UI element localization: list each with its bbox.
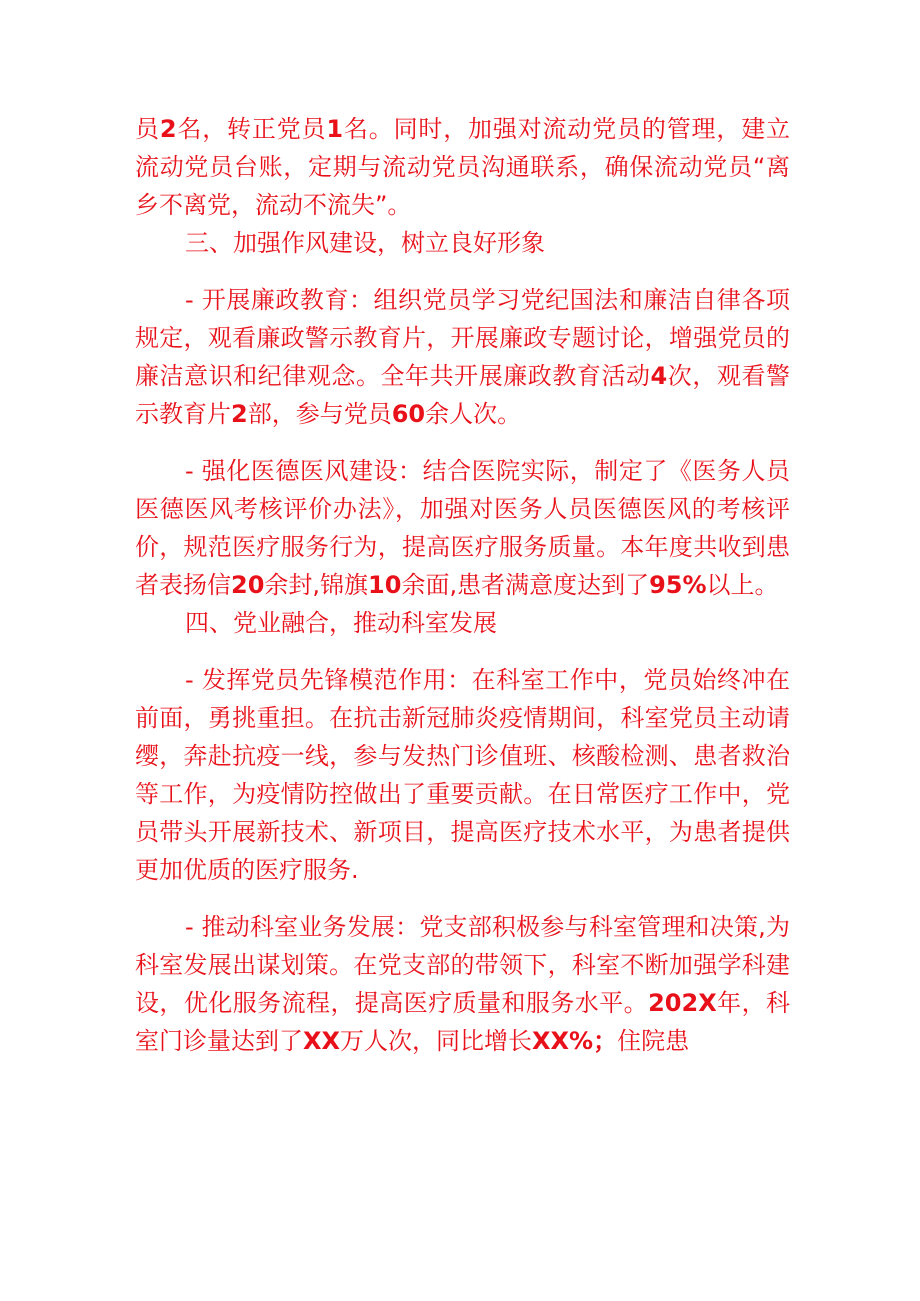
text-run: 以上。 — [706, 571, 779, 599]
text-run: - 推动科室业务发展：党支部积极参与科室管理和决策,为科室发展出谋划策。在党支部的带领下，科室不断加强学科建设，优化服务流程，提高医疗质量和服务水平。 — [135, 913, 790, 1017]
bold-figure: XX — [303, 1027, 341, 1055]
bold-figure: XX%； — [532, 1027, 618, 1055]
bold-figure: 1 — [326, 115, 344, 143]
text-run: 部，参与党员 — [247, 400, 392, 428]
bold-figure: 2 — [159, 115, 177, 143]
text-run: - 强化医德医风建设：结合医院实际，制定了《医务人员医德医风考核评价办法》，加强对医务人员医德医风的考核评价，规范医疗服务行为，提高医疗服务质量。本年度共收到患者表扬信 — [135, 457, 790, 599]
body-paragraph — [135, 908, 790, 1060]
bold-figure: 2 — [231, 400, 248, 428]
text-run: 次，观看警示教育片 — [135, 362, 790, 428]
text-run: 余人次。 — [425, 400, 522, 428]
bold-figure: 4 — [650, 362, 668, 390]
bold-figure: 20 — [231, 571, 265, 599]
bold-figure: 95% — [649, 571, 707, 599]
text-run: 年，科室门诊量达到了 — [135, 989, 791, 1055]
body-paragraph — [135, 661, 790, 889]
text-run: - 开展廉政教育：组织党员学习党纪国法和廉洁自律各项规定，观看廉政警示教育片，开展廉政专题讨论，增强党员的廉洁意识和纪律观念。全年共开展廉政教育活动 — [135, 286, 790, 390]
section-heading — [135, 604, 790, 642]
body-paragraph — [135, 452, 790, 604]
text-run: 员 — [135, 115, 160, 143]
body-paragraph — [135, 110, 790, 224]
text-run: 余面,患者满意度达到了 — [401, 571, 650, 599]
text-run: 四、党业融合，推动科室发展 — [185, 609, 497, 637]
text-run: 余封,锦旗 — [264, 571, 369, 599]
text-run: 万人次，同比增长 — [340, 1027, 533, 1055]
body-paragraph — [135, 281, 790, 433]
document-body — [135, 110, 790, 1060]
bold-figure: 202X — [648, 989, 717, 1017]
text-run: 住院患 — [617, 1027, 690, 1055]
text-run: 名，转正党员 — [176, 115, 327, 143]
text-run: 名。同时，加强对流动党员的管理，建立流动党员台账，定期与流动党员沟通联系，确保流动党员“离乡不离党，流动不流失”。 — [135, 115, 791, 219]
section-heading — [135, 224, 790, 262]
text-run: 三、加强作风建设，树立良好形象 — [185, 229, 545, 257]
text-run: - 发挥党员先锋模范作用：在科室工作中，党员始终冲在前面，勇挑重担。在抗击新冠肺炎疫情期间，科室党员主动请缨，奔赴抗疫一线，参与发热门诊值班、核酸检测、患者救治等工作，为疫情防控做出了重要贡献。在日常医疗工作中，党员带头开展新技术、新项目，提高医疗技术水平，为患者提供更加优质的医疗服务. — [135, 666, 790, 884]
bold-figure: 60 — [391, 400, 426, 428]
bold-figure: 10 — [368, 571, 402, 599]
